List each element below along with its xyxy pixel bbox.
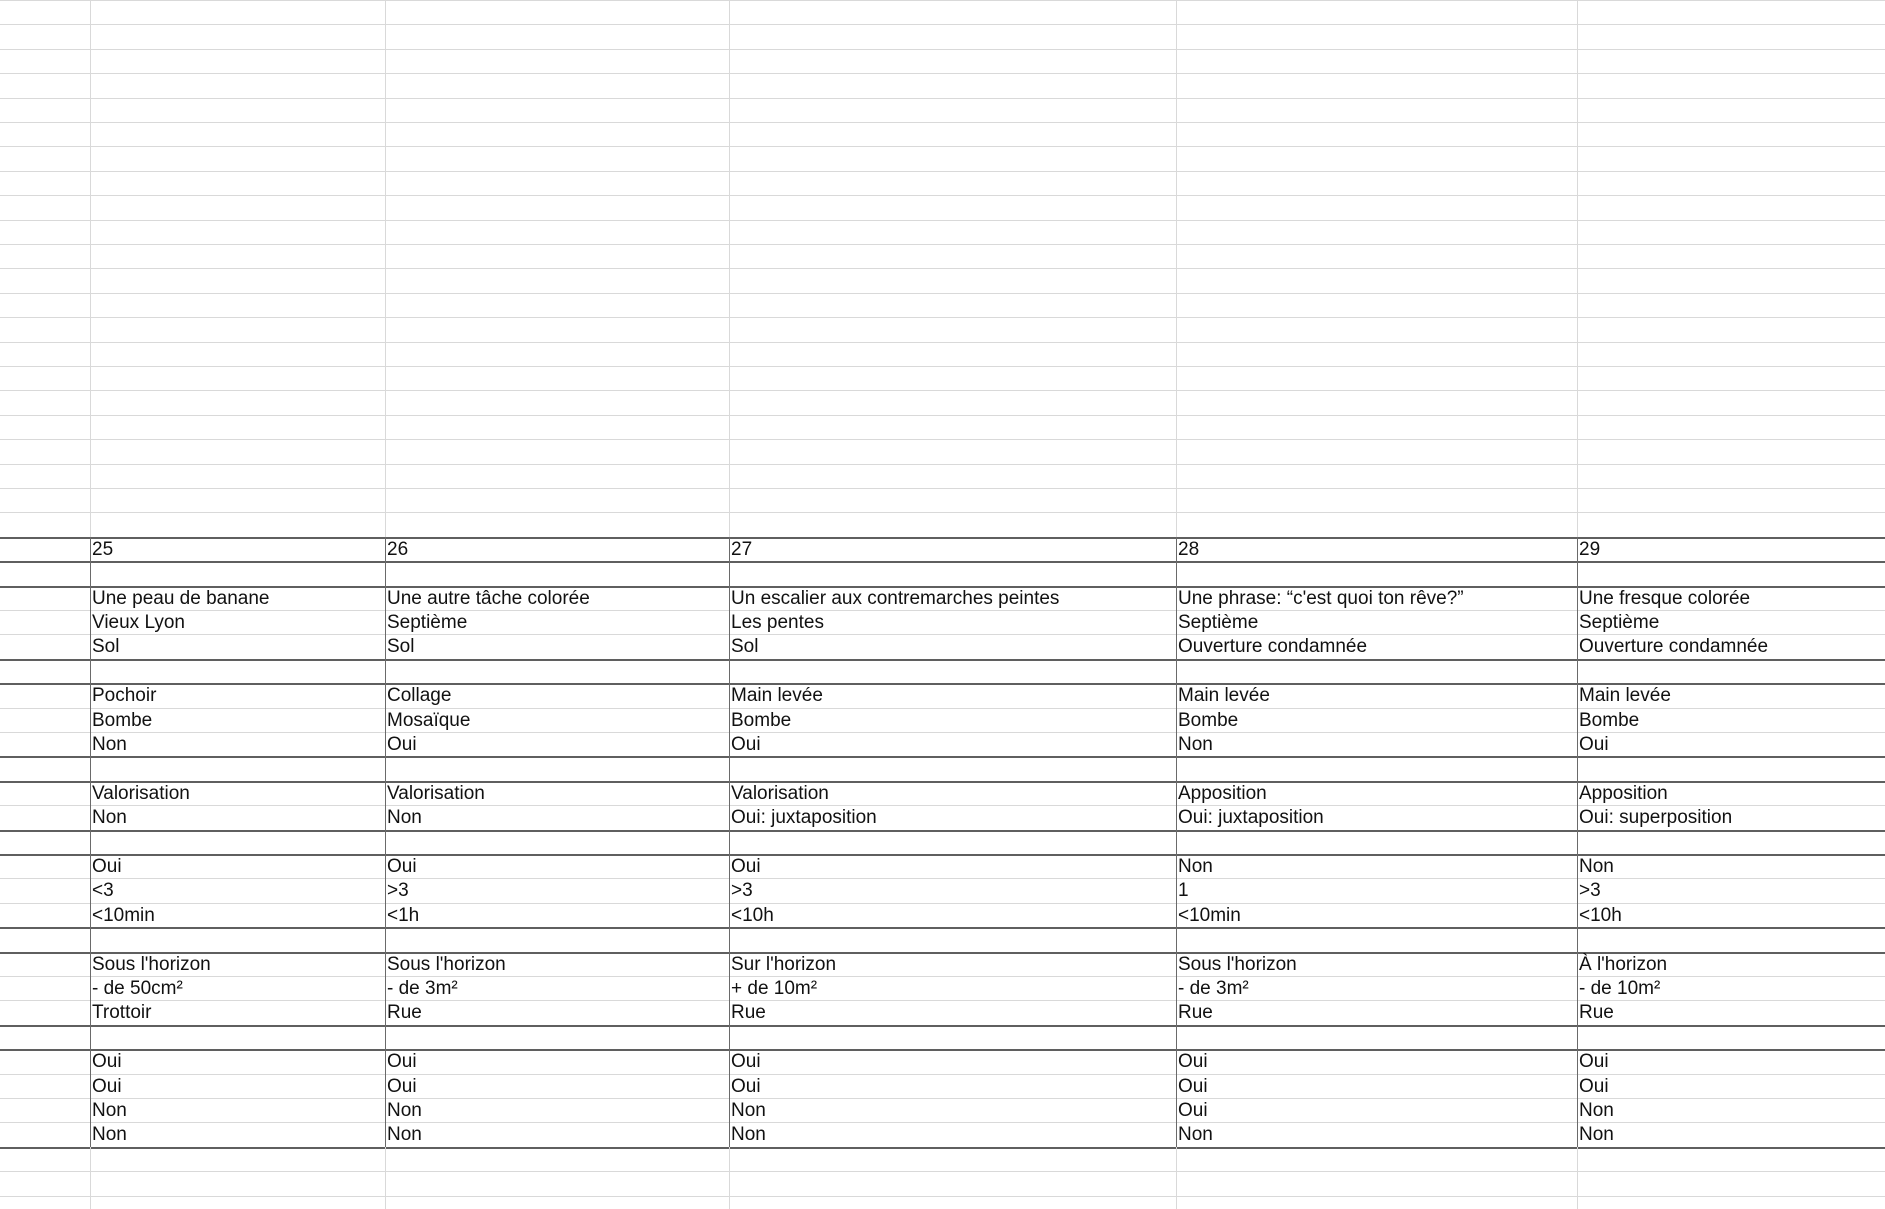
row-gridline (0, 464, 1885, 465)
data-cell[interactable]: Non (731, 1124, 766, 1145)
data-cell[interactable]: Rue (731, 1002, 766, 1023)
data-cell[interactable]: - de 50cm² (92, 978, 183, 999)
data-cell[interactable]: Oui (731, 734, 761, 755)
data-cell[interactable]: Non (92, 734, 127, 755)
data-cell[interactable]: Rue (1579, 1002, 1614, 1023)
data-cell[interactable]: <10h (1579, 905, 1622, 926)
row-gridline (0, 49, 1885, 50)
data-cell[interactable]: Une autre tâche colorée (387, 588, 590, 609)
data-cell[interactable]: - de 10m² (1579, 978, 1661, 999)
data-cell[interactable]: <10min (1178, 905, 1241, 926)
data-cell[interactable]: Oui (1579, 1076, 1609, 1097)
data-cell[interactable]: Bombe (731, 710, 792, 731)
data-cell[interactable]: Oui (731, 1051, 761, 1072)
data-cell[interactable]: Oui: juxtaposition (1178, 807, 1324, 828)
data-cell[interactable]: Une fresque colorée (1579, 588, 1751, 609)
data-cell[interactable]: Collage (387, 685, 452, 706)
data-cell[interactable]: Sous l'horizon (92, 954, 211, 975)
data-cell[interactable]: Septième (1178, 612, 1259, 633)
row-gridline (0, 146, 1885, 147)
data-cell[interactable]: + de 10m² (731, 978, 818, 999)
data-cell[interactable]: Non (387, 807, 422, 828)
data-cell[interactable]: Sol (731, 636, 759, 657)
data-cell[interactable]: Sur l'horizon (731, 954, 837, 975)
row-gridline (0, 244, 1885, 245)
data-cell[interactable]: Mosaïque (387, 710, 471, 731)
row-gridline (0, 415, 1885, 416)
row-gridline (0, 122, 1885, 123)
data-cell[interactable]: Non (92, 1100, 127, 1121)
data-cell[interactable]: Sol (92, 636, 120, 657)
data-cell[interactable]: À l'horizon (1579, 954, 1668, 975)
row-gridline (0, 24, 1885, 25)
data-cell[interactable]: Une phrase: “c'est quoi ton rêve?” (1178, 588, 1464, 609)
data-cell[interactable]: Non (1579, 1100, 1614, 1121)
data-cell[interactable]: Non (387, 1100, 422, 1121)
data-cell[interactable]: Valorisation (387, 783, 485, 804)
row-gridline (0, 366, 1885, 367)
data-cell[interactable]: Oui (1579, 734, 1609, 755)
data-cell[interactable]: 1 (1178, 880, 1189, 901)
row-gridline (0, 0, 1885, 1)
data-cell[interactable]: >3 (387, 880, 409, 901)
data-cell[interactable]: Valorisation (731, 783, 829, 804)
data-cell[interactable]: Non (387, 1124, 422, 1145)
row-gridline (0, 1147, 1885, 1149)
data-cell[interactable]: Bombe (92, 710, 153, 731)
row-gridline (0, 195, 1885, 196)
data-cell[interactable]: Apposition (1579, 783, 1668, 804)
data-cell[interactable]: Bombe (1579, 710, 1640, 731)
data-cell[interactable]: Une peau de banane (92, 588, 270, 609)
data-cell[interactable]: Septième (387, 612, 468, 633)
row-gridline (0, 439, 1885, 440)
row-gridline (0, 830, 1885, 832)
data-cell[interactable]: Valorisation (92, 783, 190, 804)
column-number-cell[interactable]: 28 (1178, 539, 1200, 560)
row-gridline (0, 268, 1885, 269)
row-gridline (0, 342, 1885, 343)
data-cell[interactable]: Non (731, 1100, 766, 1121)
data-cell[interactable]: Oui (92, 856, 122, 877)
data-cell[interactable]: Oui: juxtaposition (731, 807, 877, 828)
data-cell[interactable]: Non (1178, 856, 1213, 877)
data-cell[interactable]: Oui (1579, 1051, 1609, 1072)
data-cell[interactable]: Apposition (1178, 783, 1267, 804)
row-gridline (0, 488, 1885, 489)
data-cell[interactable]: Non (92, 1124, 127, 1145)
data-cell[interactable]: Non (1178, 734, 1213, 755)
data-cell[interactable]: Oui (387, 1051, 417, 1072)
data-cell[interactable]: Vieux Lyon (92, 612, 185, 633)
data-cell[interactable]: Oui (731, 856, 761, 877)
data-cell[interactable]: Rue (1178, 1002, 1213, 1023)
column-number-cell[interactable]: 29 (1579, 539, 1601, 560)
data-cell[interactable]: Non (1178, 1124, 1213, 1145)
data-cell[interactable]: Ouverture condamnée (1178, 636, 1368, 657)
data-cell[interactable]: Oui (731, 1076, 761, 1097)
row-gridline (0, 317, 1885, 318)
data-cell[interactable]: Oui (1178, 1076, 1208, 1097)
data-cell[interactable]: <3 (92, 880, 114, 901)
row-gridline (0, 512, 1885, 513)
data-cell[interactable]: Septième (1579, 612, 1660, 633)
data-cell[interactable]: - de 3m² (1178, 978, 1249, 999)
data-cell[interactable]: Sol (387, 636, 415, 657)
data-cell[interactable]: Oui (387, 734, 417, 755)
data-cell[interactable]: Main levée (1178, 685, 1270, 706)
data-cell[interactable]: Oui (387, 856, 417, 877)
data-cell[interactable]: Non (1579, 856, 1614, 877)
data-cell[interactable]: Pochoir (92, 685, 157, 706)
row-gridline (0, 220, 1885, 221)
data-cell[interactable]: Main levée (731, 685, 823, 706)
row-gridline (0, 659, 1885, 661)
data-cell[interactable]: Oui (92, 1051, 122, 1072)
row-gridline (0, 171, 1885, 172)
data-cell[interactable]: Non (92, 807, 127, 828)
row-gridline (0, 1196, 1885, 1197)
data-cell[interactable]: >3 (1579, 880, 1601, 901)
data-cell[interactable]: Oui (387, 1076, 417, 1097)
data-cell[interactable]: Un escalier aux contremarches peintes (731, 588, 1060, 609)
data-cell[interactable]: Non (1579, 1124, 1614, 1145)
data-cell[interactable]: Les pentes (731, 612, 824, 633)
row-gridline (0, 1025, 1885, 1027)
column-number-cell[interactable]: 25 (92, 539, 114, 560)
data-cell[interactable]: Oui: superposition (1579, 807, 1733, 828)
data-cell[interactable]: Oui (1178, 1051, 1208, 1072)
row-gridline (0, 1171, 1885, 1172)
data-cell[interactable]: Sous l'horizon (1178, 954, 1297, 975)
column-number-cell[interactable]: 26 (387, 539, 409, 560)
row-gridline (0, 390, 1885, 391)
data-cell[interactable]: Oui (1178, 1100, 1208, 1121)
data-cell[interactable]: Trottoir (92, 1002, 152, 1023)
column-number-cell[interactable]: 27 (731, 539, 753, 560)
data-cell[interactable]: Main levée (1579, 685, 1671, 706)
data-cell[interactable]: Oui (92, 1076, 122, 1097)
row-gridline (0, 73, 1885, 74)
data-cell[interactable]: <10h (731, 905, 774, 926)
row-gridline (0, 98, 1885, 99)
data-cell[interactable]: - de 3m² (387, 978, 458, 999)
data-cell[interactable]: Bombe (1178, 710, 1239, 731)
row-gridline (0, 293, 1885, 294)
data-cell[interactable]: Rue (387, 1002, 422, 1023)
data-cell[interactable]: Sous l'horizon (387, 954, 506, 975)
data-cell[interactable]: >3 (731, 880, 753, 901)
data-cell[interactable]: Ouverture condamnée (1579, 636, 1769, 657)
data-cell[interactable]: <1h (387, 905, 420, 926)
data-cell[interactable]: <10min (92, 905, 155, 926)
